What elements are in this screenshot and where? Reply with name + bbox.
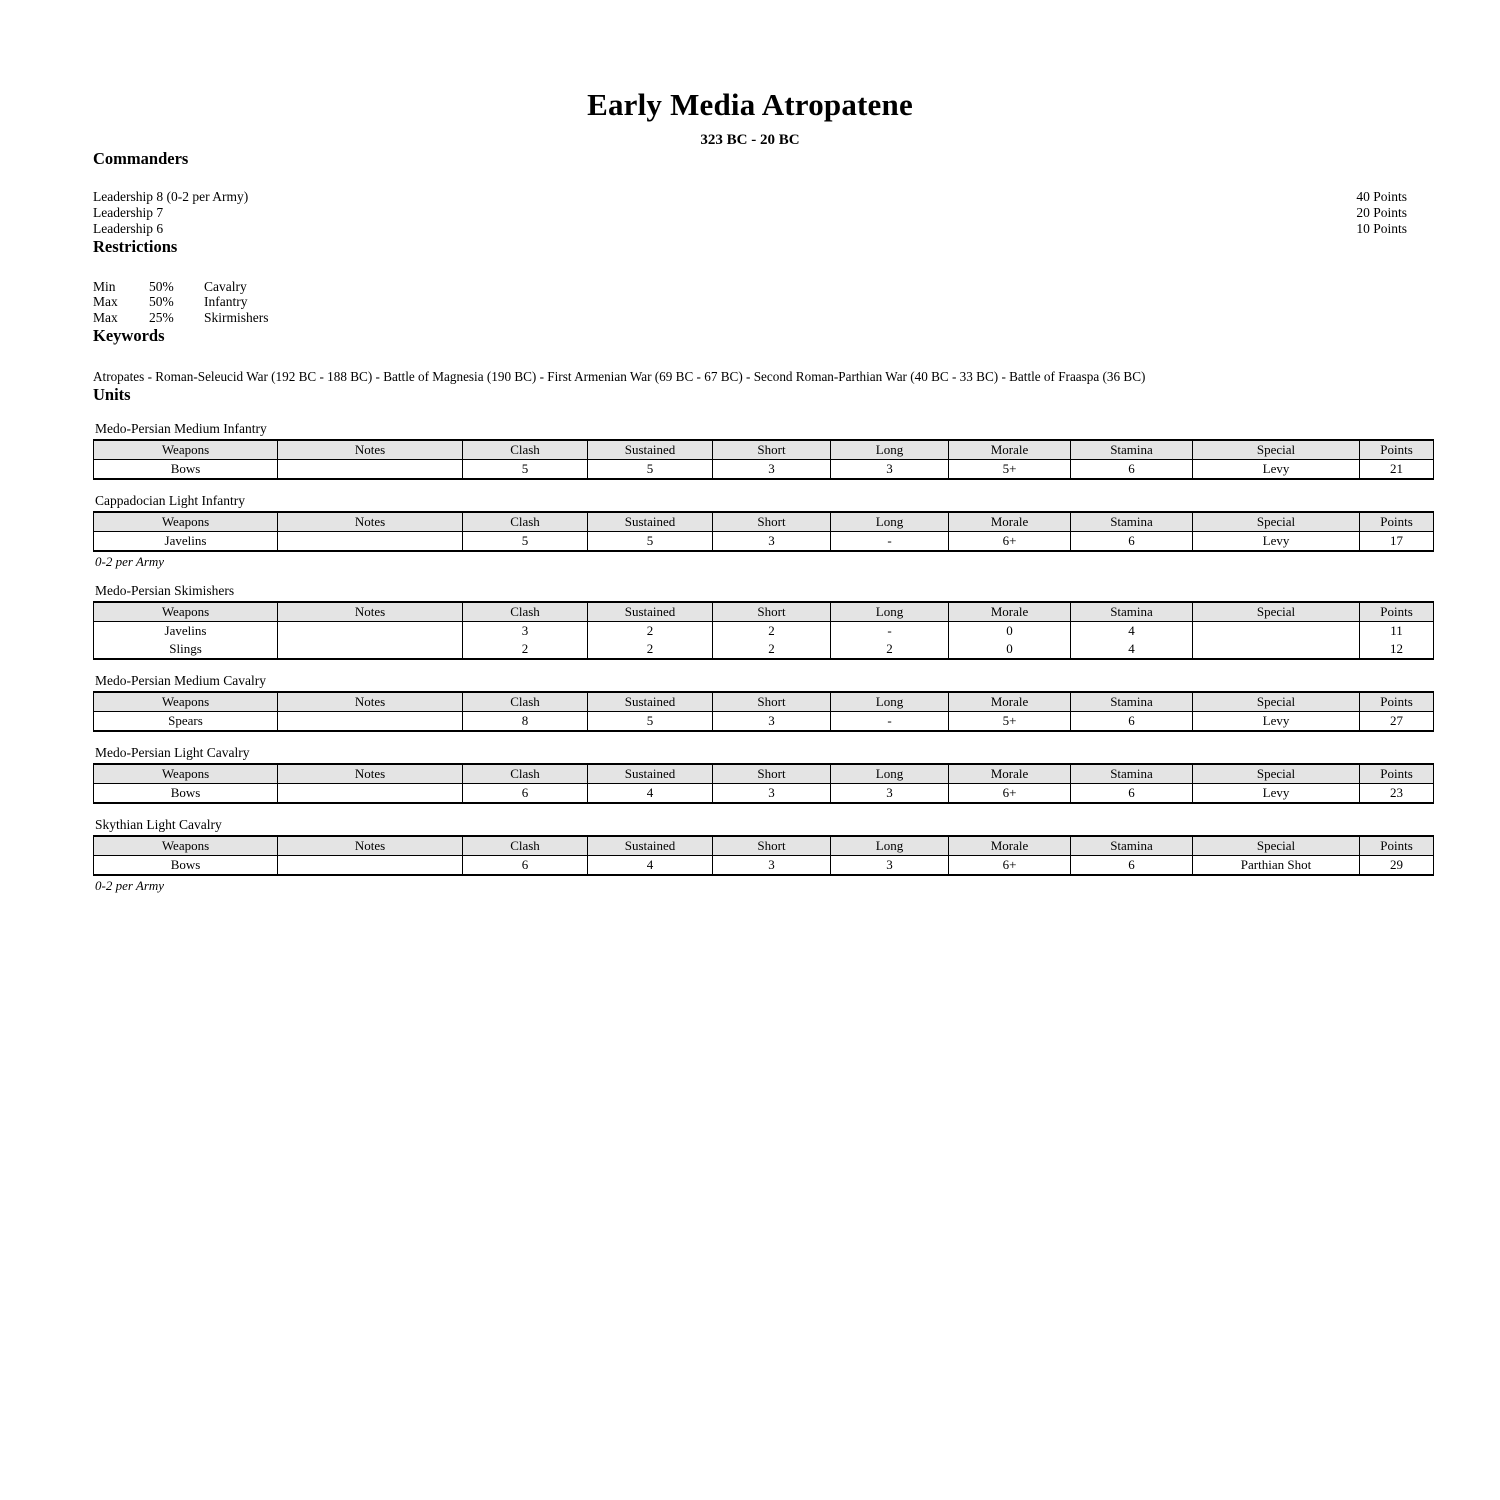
cell-morale: 6+ [949, 855, 1071, 875]
restriction-kind: Max [93, 310, 118, 326]
cell-notes [278, 855, 463, 875]
column-header-stamina: Stamina [1071, 692, 1193, 712]
cell-special: Levy [1193, 783, 1360, 803]
cell-weapons: Spears [94, 711, 278, 731]
column-header-notes: Notes [278, 512, 463, 532]
restriction-kind: Max [93, 294, 118, 310]
unit-name: Medo-Persian Skimishers [95, 582, 235, 598]
cell-long: - [831, 531, 949, 551]
column-header-short: Short [713, 512, 831, 532]
column-header-morale: Morale [949, 836, 1071, 856]
cell-weapons: Bows [94, 855, 278, 875]
column-header-morale: Morale [949, 440, 1071, 460]
column-header-notes: Notes [278, 602, 463, 622]
cell-stamina: 4 [1071, 621, 1193, 640]
table-header-row [94, 764, 1434, 784]
unit-restriction-note: 0-2 per Army [95, 553, 165, 569]
column-header-morale: Morale [949, 692, 1071, 712]
commander-leadership-label: Leadership 7 [93, 205, 164, 221]
column-header-stamina: Stamina [1071, 764, 1193, 784]
column-header-clash: Clash [463, 602, 588, 622]
unit-name: Skythian Light Cavalry [95, 816, 222, 832]
cell-long: - [831, 711, 949, 731]
column-header-special: Special [1193, 512, 1360, 532]
cell-stamina: 6 [1071, 459, 1193, 479]
section-heading-keywords: Keywords [93, 325, 165, 345]
cell-points: 29 [1360, 855, 1434, 875]
table-row [94, 855, 1434, 875]
column-header-special: Special [1193, 836, 1360, 856]
unit-name: Medo-Persian Medium Cavalry [95, 672, 266, 688]
cell-sustained: 2 [588, 640, 713, 659]
column-header-clash: Clash [463, 836, 588, 856]
column-header-long: Long [831, 512, 949, 532]
cell-points: 27 [1360, 711, 1434, 731]
restriction-troop-type: Skirmishers [204, 310, 269, 326]
cell-clash: 6 [463, 855, 588, 875]
table-row [94, 783, 1434, 803]
column-header-short: Short [713, 836, 831, 856]
unit-name: Cappadocian Light Infantry [95, 492, 245, 508]
commander-row [93, 205, 1407, 221]
unit-stats-table [93, 763, 1434, 804]
table-row [94, 711, 1434, 731]
cell-stamina: 6 [1071, 711, 1193, 731]
keywords-text: Atropates - Roman-Seleucid War (192 BC - 188 BC) - Battle of Magnesia (190 BC) - First Armenian War (69 BC - 67 BC) - Second Roman-Parthian War (40 BC - 33 BC) - Battle of Fraaspa (36 BC) [93, 368, 1146, 384]
column-header-clash: Clash [463, 764, 588, 784]
unit-name: Medo-Persian Light Cavalry [95, 744, 250, 760]
cell-notes [278, 621, 463, 640]
column-header-weapons: Weapons [94, 602, 278, 622]
unit-stats-table [93, 439, 1434, 480]
unit-block [93, 817, 1420, 894]
cell-stamina: 6 [1071, 855, 1193, 875]
table-header-row [94, 602, 1434, 622]
section-heading-commanders: Commanders [93, 148, 189, 168]
column-header-points: Points [1360, 836, 1434, 856]
unit-block [93, 745, 1420, 804]
commander-leadership-label: Leadership 8 (0-2 per Army) [93, 189, 249, 205]
cell-weapons: Bows [94, 459, 278, 479]
cell-points: 21 [1360, 459, 1434, 479]
column-header-morale: Morale [949, 512, 1071, 532]
cell-special: Levy [1193, 459, 1360, 479]
restriction-percentage: 50% [149, 294, 174, 310]
cell-special [1193, 640, 1360, 659]
column-header-special: Special [1193, 764, 1360, 784]
cell-notes [278, 531, 463, 551]
unit-tables-container [93, 421, 1420, 894]
column-header-long: Long [831, 836, 949, 856]
cell-weapons: Slings [94, 640, 278, 659]
cell-short: 3 [713, 783, 831, 803]
column-header-clash: Clash [463, 440, 588, 460]
commanders-list [93, 189, 1407, 236]
unit-stats-table [93, 835, 1434, 876]
cell-short: 2 [713, 621, 831, 640]
cell-weapons: Javelins [94, 531, 278, 551]
cell-sustained: 5 [588, 531, 713, 551]
commander-points-value: 20 Points [1356, 205, 1407, 221]
column-header-stamina: Stamina [1071, 836, 1193, 856]
cell-special: Levy [1193, 711, 1360, 731]
cell-points: 23 [1360, 783, 1434, 803]
page-subtitle-date-range: 323 BC - 20 BC [700, 132, 800, 149]
cell-stamina: 6 [1071, 531, 1193, 551]
column-header-points: Points [1360, 440, 1434, 460]
column-header-short: Short [713, 440, 831, 460]
table-row [94, 640, 1434, 659]
cell-long: 3 [831, 783, 949, 803]
cell-short: 3 [713, 531, 831, 551]
cell-morale: 0 [949, 621, 1071, 640]
column-header-short: Short [713, 602, 831, 622]
cell-special [1193, 621, 1360, 640]
cell-clash: 3 [463, 621, 588, 640]
restriction-percentage: 25% [149, 310, 174, 326]
cell-notes [278, 459, 463, 479]
restriction-row [93, 279, 1420, 295]
cell-notes [278, 783, 463, 803]
section-heading-units: Units [93, 384, 131, 404]
column-header-long: Long [831, 692, 949, 712]
page-title: Early Media Atropatene [587, 87, 913, 122]
cell-short: 3 [713, 459, 831, 479]
cell-clash: 5 [463, 459, 588, 479]
table-header-row [94, 440, 1434, 460]
table-header-row [94, 692, 1434, 712]
column-header-stamina: Stamina [1071, 440, 1193, 460]
column-header-clash: Clash [463, 692, 588, 712]
table-header-row [94, 512, 1434, 532]
cell-morale: 0 [949, 640, 1071, 659]
cell-morale: 5+ [949, 459, 1071, 479]
commander-row [93, 189, 1407, 205]
column-header-sustained: Sustained [588, 602, 713, 622]
cell-sustained: 4 [588, 783, 713, 803]
column-header-sustained: Sustained [588, 692, 713, 712]
restrictions-list [93, 279, 1420, 326]
cell-short: 3 [713, 855, 831, 875]
commander-leadership-label: Leadership 6 [93, 220, 164, 236]
column-header-long: Long [831, 602, 949, 622]
cell-notes [278, 711, 463, 731]
cell-clash: 2 [463, 640, 588, 659]
column-header-long: Long [831, 764, 949, 784]
cell-morale: 6+ [949, 783, 1071, 803]
unit-block [93, 493, 1420, 570]
commander-row [93, 221, 1407, 237]
cell-sustained: 2 [588, 621, 713, 640]
cell-weapons: Javelins [94, 621, 278, 640]
unit-stats-table [93, 691, 1434, 732]
cell-morale: 6+ [949, 531, 1071, 551]
cell-long: 3 [831, 459, 949, 479]
column-header-notes: Notes [278, 836, 463, 856]
title-block [0, 0, 1500, 149]
column-header-special: Special [1193, 602, 1360, 622]
column-header-weapons: Weapons [94, 692, 278, 712]
cell-stamina: 4 [1071, 640, 1193, 659]
table-header-row [94, 836, 1434, 856]
cell-short: 2 [713, 640, 831, 659]
column-header-morale: Morale [949, 764, 1071, 784]
cell-sustained: 5 [588, 459, 713, 479]
cell-weapons: Bows [94, 783, 278, 803]
table-row [94, 531, 1434, 551]
restriction-row [93, 294, 1420, 310]
column-header-sustained: Sustained [588, 764, 713, 784]
unit-stats-table [93, 601, 1434, 660]
cell-points: 12 [1360, 640, 1434, 659]
column-header-special: Special [1193, 692, 1360, 712]
column-header-points: Points [1360, 692, 1434, 712]
cell-stamina: 6 [1071, 783, 1193, 803]
unit-block [93, 421, 1420, 480]
column-header-sustained: Sustained [588, 512, 713, 532]
cell-long: 3 [831, 855, 949, 875]
column-header-weapons: Weapons [94, 512, 278, 532]
cell-points: 17 [1360, 531, 1434, 551]
cell-sustained: 4 [588, 855, 713, 875]
unit-name: Medo-Persian Medium Infantry [95, 420, 267, 436]
column-header-morale: Morale [949, 602, 1071, 622]
column-header-stamina: Stamina [1071, 602, 1193, 622]
cell-clash: 6 [463, 783, 588, 803]
section-heading-restrictions: Restrictions [93, 236, 178, 256]
restriction-percentage: 50% [149, 278, 174, 294]
column-header-points: Points [1360, 512, 1434, 532]
column-header-sustained: Sustained [588, 836, 713, 856]
column-header-short: Short [713, 692, 831, 712]
unit-block [93, 673, 1420, 732]
cell-notes [278, 640, 463, 659]
column-header-clash: Clash [463, 512, 588, 532]
restriction-kind: Min [93, 278, 116, 294]
table-row [94, 621, 1434, 640]
cell-long: 2 [831, 640, 949, 659]
column-header-sustained: Sustained [588, 440, 713, 460]
column-header-special: Special [1193, 440, 1360, 460]
cell-points: 11 [1360, 621, 1434, 640]
commander-points-value: 40 Points [1356, 189, 1407, 205]
column-header-notes: Notes [278, 440, 463, 460]
document-content [80, 149, 1420, 894]
unit-restriction-note: 0-2 per Army [95, 877, 165, 893]
unit-block [93, 583, 1420, 660]
cell-special: Parthian Shot [1193, 855, 1360, 875]
restriction-row [93, 310, 1420, 326]
column-header-weapons: Weapons [94, 836, 278, 856]
column-header-weapons: Weapons [94, 440, 278, 460]
column-header-points: Points [1360, 602, 1434, 622]
column-header-notes: Notes [278, 764, 463, 784]
column-header-stamina: Stamina [1071, 512, 1193, 532]
restriction-troop-type: Cavalry [204, 278, 247, 294]
cell-morale: 5+ [949, 711, 1071, 731]
restriction-troop-type: Infantry [204, 294, 248, 310]
column-header-points: Points [1360, 764, 1434, 784]
column-header-weapons: Weapons [94, 764, 278, 784]
column-header-short: Short [713, 764, 831, 784]
unit-stats-table [93, 511, 1434, 552]
cell-long: - [831, 621, 949, 640]
table-row [94, 459, 1434, 479]
cell-sustained: 5 [588, 711, 713, 731]
cell-short: 3 [713, 711, 831, 731]
cell-clash: 5 [463, 531, 588, 551]
column-header-long: Long [831, 440, 949, 460]
cell-special: Levy [1193, 531, 1360, 551]
commander-points-value: 10 Points [1356, 220, 1407, 236]
cell-clash: 8 [463, 711, 588, 731]
column-header-notes: Notes [278, 692, 463, 712]
